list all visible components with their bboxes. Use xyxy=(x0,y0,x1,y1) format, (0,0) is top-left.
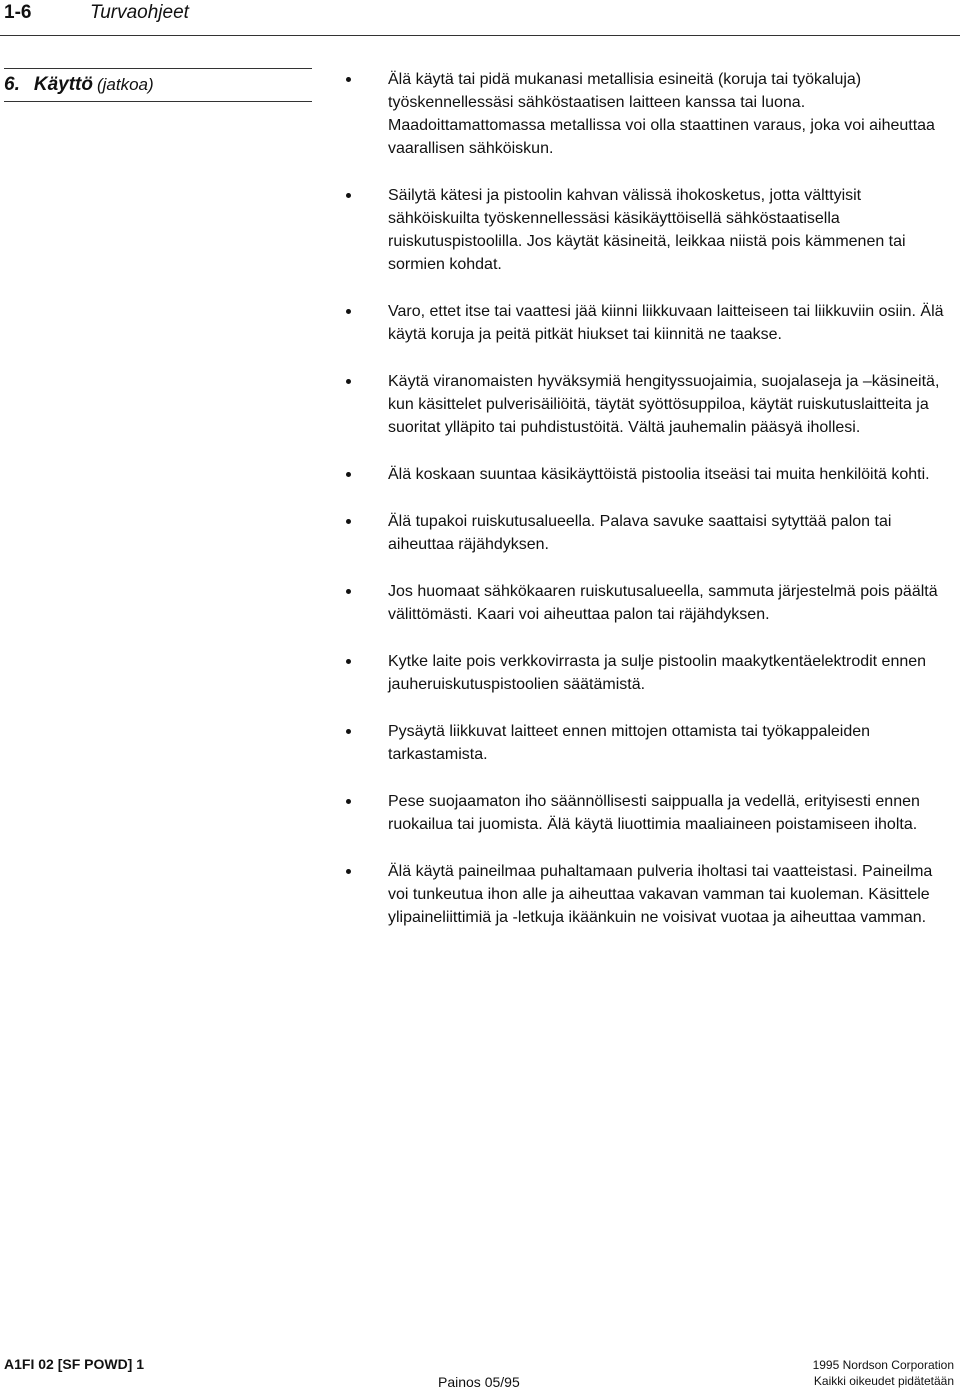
list-item xyxy=(342,300,954,346)
list-item-text: Varo, ettet itse tai vaattesi jää kiinni liikkuvaan laitteiseen tai liikkuviin osiin. Älä käytä koruja ja peitä pitkät hiukset tai kiinnitä ne taakse. xyxy=(388,303,944,343)
bullet-icon xyxy=(346,659,351,664)
list-item-text: Jos huomaat sähkökaaren ruiskutusalueella, sammuta järjestelmä pois päältä välittömästi. Kaari voi aiheuttaa palon tai räjähdyksen. xyxy=(388,583,938,623)
section-subtitle: (jatkoa) xyxy=(96,75,154,94)
copyright: 1995 Nordson Corporation xyxy=(812,1358,954,1372)
list-item-text: Pese suojaamaton iho säännöllisesti saippualla ja vedellä, erityisesti ennen ruokailua tai juomista. Älä käytä liuottimia maaliaineen poistamiseen iholta. xyxy=(388,793,920,833)
list-item xyxy=(342,580,954,626)
bullet-icon xyxy=(346,799,351,804)
section-rule-top xyxy=(4,68,312,69)
bullet-icon xyxy=(346,519,351,524)
document-code: A1FI 02 [SF POWD] 1 xyxy=(4,1356,145,1372)
list-item xyxy=(342,790,954,836)
bullet-icon xyxy=(346,472,351,477)
section-name: Käyttö xyxy=(33,74,93,95)
bullet-icon xyxy=(346,193,351,198)
list-item xyxy=(342,68,954,160)
copyright-block xyxy=(813,1357,954,1389)
page-title: Turvaohjeet xyxy=(90,2,189,23)
bullet-icon xyxy=(346,379,351,384)
list-item xyxy=(342,370,954,439)
section-rule-bottom xyxy=(4,101,312,102)
bullet-icon xyxy=(346,77,351,82)
list-item-text: Älä käytä paineilmaa puhaltamaan pulveria iholtasi tai vaatteistasi. Paineilma voi tunkeutua ihon alle ja aiheuttaa vakavan vamman tai kuoleman. Käsittele ylipaineliittimiä ja -letkuja ikäänkuin ne voisivat vuotaa ja aiheuttaa vamman. xyxy=(388,863,933,926)
list-item-text: Älä tupakoi ruiskutusalueella. Palava savuke saattaisi sytyttää palon tai aiheuttaa räjähdyksen. xyxy=(388,513,892,553)
list-item xyxy=(342,510,954,556)
bullet-icon xyxy=(346,589,351,594)
bullet-icon xyxy=(346,309,351,314)
section-title xyxy=(4,74,154,96)
edition: Painos 05/95 xyxy=(438,1374,520,1390)
list-item-text: Älä käytä tai pidä mukanasi metallisia esineitä (koruja tai työkaluja) työskennellessäsi sähköstaatisen laitteen kanssa tai luona. Maadoittamattomassa metallissa voi olla staattinen varaus, joka voi aiheuttaa vaarallisen sähköiskun. xyxy=(388,71,935,157)
section-number: 6. xyxy=(4,74,20,95)
header-divider xyxy=(0,35,960,36)
list-item xyxy=(342,860,954,929)
list-item-text: Pysäytä liikkuvat laitteet ennen mittojen ottamista tai työkappaleiden tarkastamista. xyxy=(388,723,871,763)
page-number: 1-6 xyxy=(4,2,32,23)
list-item xyxy=(342,720,954,766)
rights-reserved: Kaikki oikeudet pidätetään xyxy=(813,1374,954,1388)
page-header xyxy=(0,0,960,38)
list-item-text: Käytä viranomaisten hyväksymiä hengityssuojaimia, suojalaseja ja –käsineitä, kun käsittelet pulverisäiliöitä, täytät syöttösuppiloa, käytät ruiskutuslaitteita ja suoritat ylläpito tai puhdistustöitä. Vältä jauhemalin pääsyä ihollesi. xyxy=(388,373,940,436)
bullet-icon xyxy=(346,729,351,734)
list-item xyxy=(342,650,954,696)
bullet-icon xyxy=(346,869,351,874)
section-heading xyxy=(4,68,312,104)
list-item xyxy=(342,463,954,486)
list-item xyxy=(342,184,954,276)
safety-instructions-list xyxy=(342,68,954,953)
list-item-text: Älä koskaan suuntaa käsikäyttöistä pistoolia itseäsi tai muita henkilöitä kohti. xyxy=(388,466,930,483)
list-item-text: Säilytä kätesi ja pistoolin kahvan välissä ihokosketus, jotta välttyisit sähköiskuilta työskennellessäsi käsikäyttöisellä sähköstaatisella ruiskutuspistoolilla. Jos käytät käsineitä, leikkaa niistä pois kämmenen tai sormien kohdat. xyxy=(388,187,906,273)
list-item-text: Kytke laite pois verkkovirrasta ja sulje pistoolin maakytkentäelektrodit ennen jauheruiskutuspistoolien säätämistä. xyxy=(388,653,927,693)
